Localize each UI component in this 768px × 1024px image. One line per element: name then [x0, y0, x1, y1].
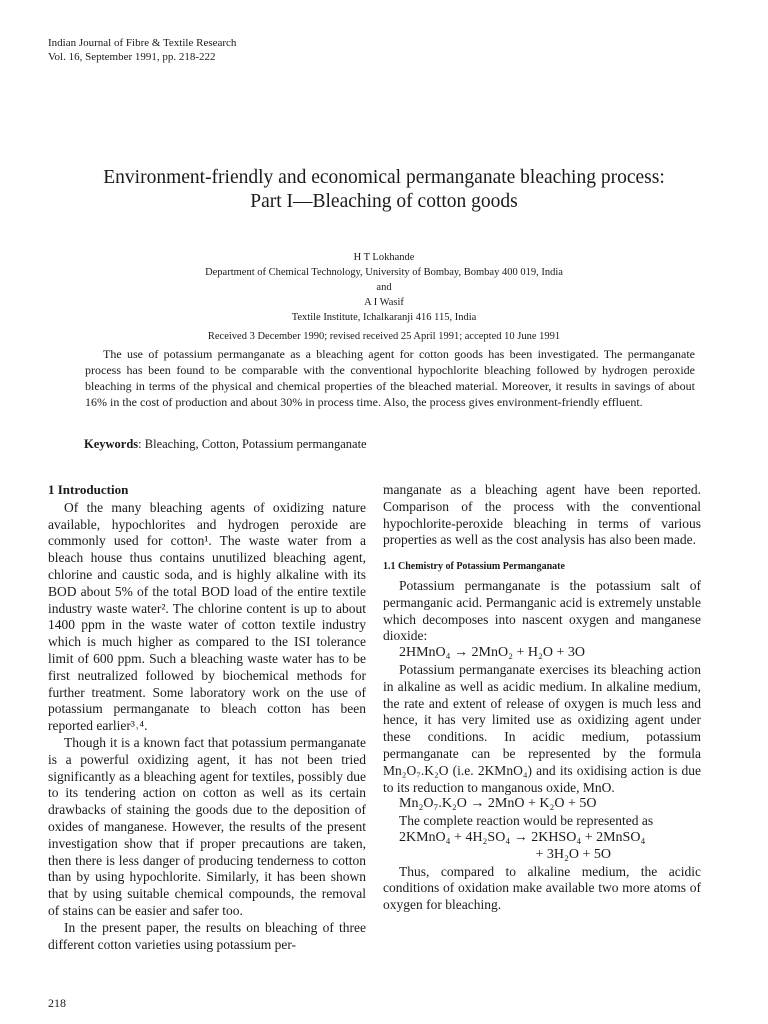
paragraph: Potassium permanganate exercises its bleaching action in alkaline as well as acidic medium. In alkaline medium, the rate and extent of release of oxygen is much less and hence, it has very limited use as oxidizing agent under these conditions. In acidic medium, potassium permanganate can be represented by the formula Mn₂O₇.K₂O (i.e. 2KMnO₄) and its oxidising action is due to its reduction to manganous oxide, MnO.: [383, 661, 701, 795]
section-heading-introduction: 1 Introduction: [48, 482, 129, 497]
author-and: and: [376, 282, 392, 293]
abstract: The use of potassium permanganate as a bleaching agent for cotton goods has been investigated. The permanganate process has been found to be comparable with the conventional hypochlorite bleaching followed by hydrogen peroxide bleaching in terms of the physical and chemical properties of the bleached material. Moreover, it results in savings of about 16% in the cost of production and about 30% in process time. Also, the process gives environment-friendly effluent.: [85, 347, 695, 409]
author-1: H T Lokhande: [353, 252, 415, 263]
paragraph: The complete reaction would be represented as: [399, 813, 654, 829]
keywords: [84, 437, 367, 452]
equation-2: Mn₂O₇.K₂O → 2MnO + K₂O + 5O: [399, 796, 597, 812]
author-block: [60, 250, 708, 344]
journal-header: [48, 36, 236, 64]
journal-volume: Vol. 16, September 1991, pp. 218-222: [48, 51, 216, 63]
paragraph: manganate as a bleaching agent have been reported. Comparison of the process with the conventional hypochlorite-peroxide bleaching in terms of various properties as well as the cost analysis has also been made.: [383, 482, 701, 548]
paragraph: Thus, compared to alkaline medium, the acidic conditions of oxidation make available two more atoms of oxygen for bleaching.: [383, 863, 701, 913]
left-column: [48, 482, 366, 953]
paper-title: [40, 166, 728, 214]
title-line-2: Part I—Bleaching of cotton goods: [250, 191, 518, 212]
equation-3-line-2: + 3H₂O + 5O: [535, 846, 611, 862]
received-dates: Received 3 December 1990; revised received 25 April 1991; accepted 10 June 1991: [207, 331, 561, 342]
equation-1: 2HMnO₄ → 2MnO₂ + H₂O + 3O: [399, 645, 585, 661]
keywords-label: Keywords: [84, 437, 139, 451]
paragraph: Though it is a known fact that potassium permanganate is a powerful oxidizing agent, it has not been tried significantly as a bleaching agent for textiles, possibly due to its tendering action on cotton as well as its certain drawbacks of staining the goods due to the deposition of oxides of manganese. However, the results of the present investigation show that if proper precautions are taken, then there is less danger of producing tenderness to cotton than by using hypochlorite. Similarly, it has been shown that by using suitable chemical compounds, the removal of stains can be easier and safer too.: [48, 734, 366, 918]
title-line-1: Environment-friendly and economical permanganate bleaching process:: [103, 167, 665, 188]
affiliation-1: Department of Chemical Technology, University of Bombay, Bombay 400 019, India: [205, 267, 563, 278]
journal-name: Indian Journal of Fibre & Textile Research: [48, 37, 237, 49]
paragraph: Of the many bleaching agents of oxidizing nature available, hypochlorites and hydrogen peroxide are commonly used for cotton¹. The waste water from a bleach house thus contains unutilized bleaching agent, chlorine and caustic soda, and is highly alkaline with its BOD about 5% of the total BOD load of the entire textile industry waste water². The chlorine content is up to about 1400 ppm in the waste water of cotton textile industry which is much higher as compared to the ISI tolerance limit of 600 ppm. Such a bleaching waste water has to be first neutralized followed by biochemical methods for further treatment. Some laboratory work on the use of potassium permanganate to bleach cotton has been reported earlier³˒⁴.: [48, 499, 366, 734]
keywords-text: : Bleaching, Cotton, Potassium permanganate: [138, 437, 367, 451]
affiliation-2: Textile Institute, Ichalkaranji 416 115, India: [291, 312, 477, 323]
paragraph: Potassium permanganate is the potassium salt of permanganic acid. Permanganic acid is extremely unstable which decomposes into nascent oxygen and manganese dioxide:: [383, 577, 701, 644]
equation-3-line-1: 2KMnO₄ + 4H₂SO₄ → 2KHSO₄ + 2MnSO₄: [399, 829, 646, 845]
subsection-heading-chemistry: 1.1 Chemistry of Potassium Permanganate: [383, 561, 565, 573]
page-number: 218: [48, 996, 66, 1010]
right-column: [383, 482, 701, 914]
paragraph: In the present paper, the results on bleaching of three different cotton varieties using potassium per-: [48, 919, 366, 952]
author-2: A I Wasif: [364, 297, 404, 308]
